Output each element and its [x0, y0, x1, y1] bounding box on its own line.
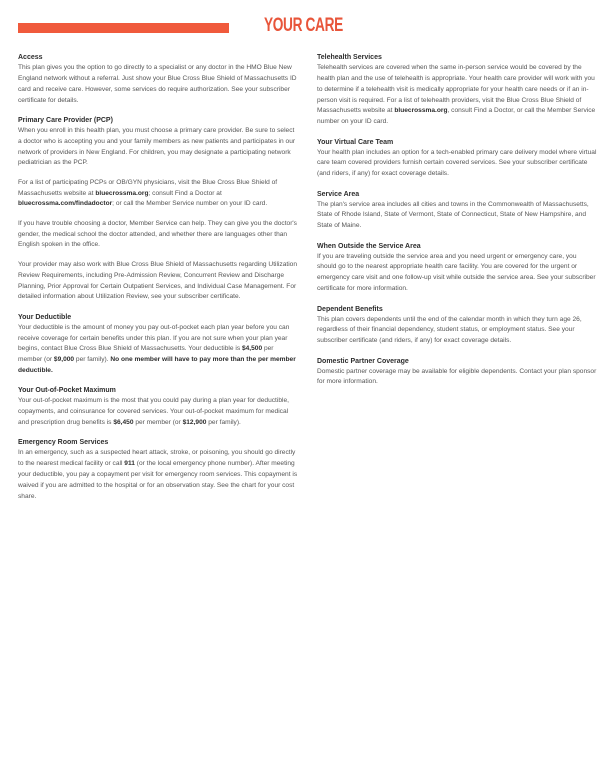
section-body: If you are traveling outside the service area and you need urgent or emergency care, you should go to the nearest appropriate health care facility. You are covered for the urgent or emergency care visit and one follow-up visit while outside the service area. See your subscriber certificate for more information.	[317, 252, 596, 293]
section-heading: Emergency Room Services	[18, 439, 109, 447]
text: per member (or	[133, 419, 183, 427]
section-heading: Dependent Benefits	[317, 305, 383, 313]
section-deductible	[18, 312, 298, 377]
section-body: This plan covers dependents until the end of the calendar month in which they turn age 26, regardless of their financial dependency, student status, or employment status. See your subscriber certificate (and riders, if any) for exact coverage details.	[317, 315, 582, 345]
section-body: Your health plan includes an option for a tech-enabled primary care delivery model where virtual care team covered providers furnish certain covered services. See your subscriber certificate (and riders, if any) for exact coverage details.	[317, 148, 597, 178]
section-body: When you enroll in this health plan, you must choose a primary care provider. Be sure to select a doctor who is accepting you and your family members as new patients and participates in our network of providers in New England. For children, you may designate a participating network pediatrician as the PCP.	[18, 126, 296, 167]
family-oop-amount: $12,900	[182, 419, 207, 427]
section-emergency	[18, 437, 298, 502]
page-title: YOUR CARE	[264, 15, 343, 36]
title-accent-bar	[18, 23, 229, 33]
section-pcp	[18, 115, 298, 303]
family-deductible-amount: $9,000	[53, 356, 75, 364]
section-oop-max	[18, 385, 298, 429]
section-heading: Telehealth Services	[317, 54, 382, 61]
section-body: Domestic partner coverage may be available for eligible dependents. Contact your plan sponsor for more information.	[317, 367, 597, 386]
text: (or the local emergency phone number). After meeting your deductible, you pay a copayment per visit for emergency room services. This copayment is waived if you are admitted to the hospital or for an observation stay. See the chart for your cost share.	[18, 460, 298, 500]
section-heading: Your Virtual Care Team	[317, 138, 394, 146]
section-body	[18, 178, 298, 211]
section-virtual-care	[317, 137, 597, 181]
member-oop-amount: $6,450	[113, 419, 134, 427]
text: In an emergency, such as a suspected heart attack, stroke, or poisoning, you should go directly to the nearest medical facility or call	[18, 449, 296, 468]
section-heading: Your Out-of-Pocket Maximum	[18, 387, 116, 395]
section-dependent-benefits	[317, 304, 597, 348]
section-body: The plan's service area includes all cities and towns in the Commonwealth of Massachusetts, State of Rhode Island, State of Vermont, State of Connecticut, State of New Hampshire, and State of Maine.	[317, 200, 589, 230]
section-domestic-partner	[317, 356, 597, 389]
text: Your deductible is the amount of money you pay out-of-pocket each plan year before you can receive coverage for certain benefits under this plan. If you are not sure when your plan year begins, contact Blue Cross Blue Shield of Massachusetts. Your deductible is	[18, 323, 290, 353]
section-outside-area	[317, 241, 597, 295]
text: ; or call the Member Service number on your ID card.	[112, 200, 268, 208]
section-heading: Access	[18, 54, 43, 61]
text: , consult Find a Doctor, or call the Member Service number on your ID card.	[317, 107, 596, 126]
text: per family).	[206, 419, 241, 427]
bluecrossma-link[interactable]: bluecrossma.org	[95, 189, 149, 197]
deductible-note: No one member will have to pay more than the per member deductible.	[18, 356, 296, 375]
section-body	[18, 448, 298, 502]
section-body: This plan gives you the option to go directly to a specialist or any doctor in the HMO Blue New England network without a referral. Just show your Blue Cross Blue Shield of Massachusetts ID card and receive care. However, some services do require authorization. See your subscriber certificate for details.	[18, 64, 297, 104]
text: ; consult Find a Doctor at	[148, 189, 222, 197]
emergency-number: 911	[124, 460, 135, 468]
bluecrossma-link[interactable]: bluecrossma.org	[394, 107, 448, 115]
findadoctor-link[interactable]: bluecrossma.com/findadoctor	[18, 200, 113, 208]
left-column	[18, 52, 298, 511]
right-column	[317, 52, 597, 397]
section-body	[18, 396, 298, 429]
member-deductible-amount: $4,500	[241, 345, 263, 353]
text: Telehealth services are covered when the same in-person service would be covered by the health plan and the use of telehealth is appropriate. Your health care provider will work with you to determine if a telehealth visit is medically appropriate for your health care needs or if an in-person visit is required. For a list of telehealth providers, visit the Blue Cross Blue Shield of Massachusetts website at	[317, 64, 595, 115]
section-telehealth	[317, 52, 597, 128]
text: Your out-of-pocket maximum is the most that you could pay during a plan year for deductible, copayments, and coinsurance for covered services. Your out-of-pocket maximum for medical and prescription drug benefits is	[18, 397, 289, 427]
text: For a list of participating PCPs or OB/GYN physicians, visit the Blue Cross Blue Shield of Massachusetts website at	[18, 178, 278, 197]
section-heading: When Outside the Service Area	[317, 242, 421, 250]
section-body	[317, 63, 597, 128]
section-heading: Domestic Partner Coverage	[317, 357, 409, 365]
section-heading: Your Deductible	[18, 313, 72, 321]
section-heading: Service Area	[317, 190, 360, 198]
section-body	[18, 323, 298, 377]
section-access	[18, 52, 298, 106]
section-service-area	[317, 189, 597, 233]
section-body: Your provider may also work with Blue Cross Blue Shield of Massachusetts regarding Utilization Review Requirements, including Pre-Admission Review, Concurrent Review and Discharge Planning, Prior Approval for Certain Outpatient Services, and Individual Case Management. For detailed information about Utilization Review, see your subscriber certificate.	[18, 260, 298, 301]
text: per family).	[74, 356, 111, 364]
section-body: If you have trouble choosing a doctor, Member Service can help. They can give you the doctor's gender, the medical school the doctor attended, and whether there are languages other than English spoken in the office.	[18, 219, 297, 249]
section-heading: Primary Care Provider (PCP)	[18, 116, 113, 124]
text: per member (or	[18, 345, 274, 364]
